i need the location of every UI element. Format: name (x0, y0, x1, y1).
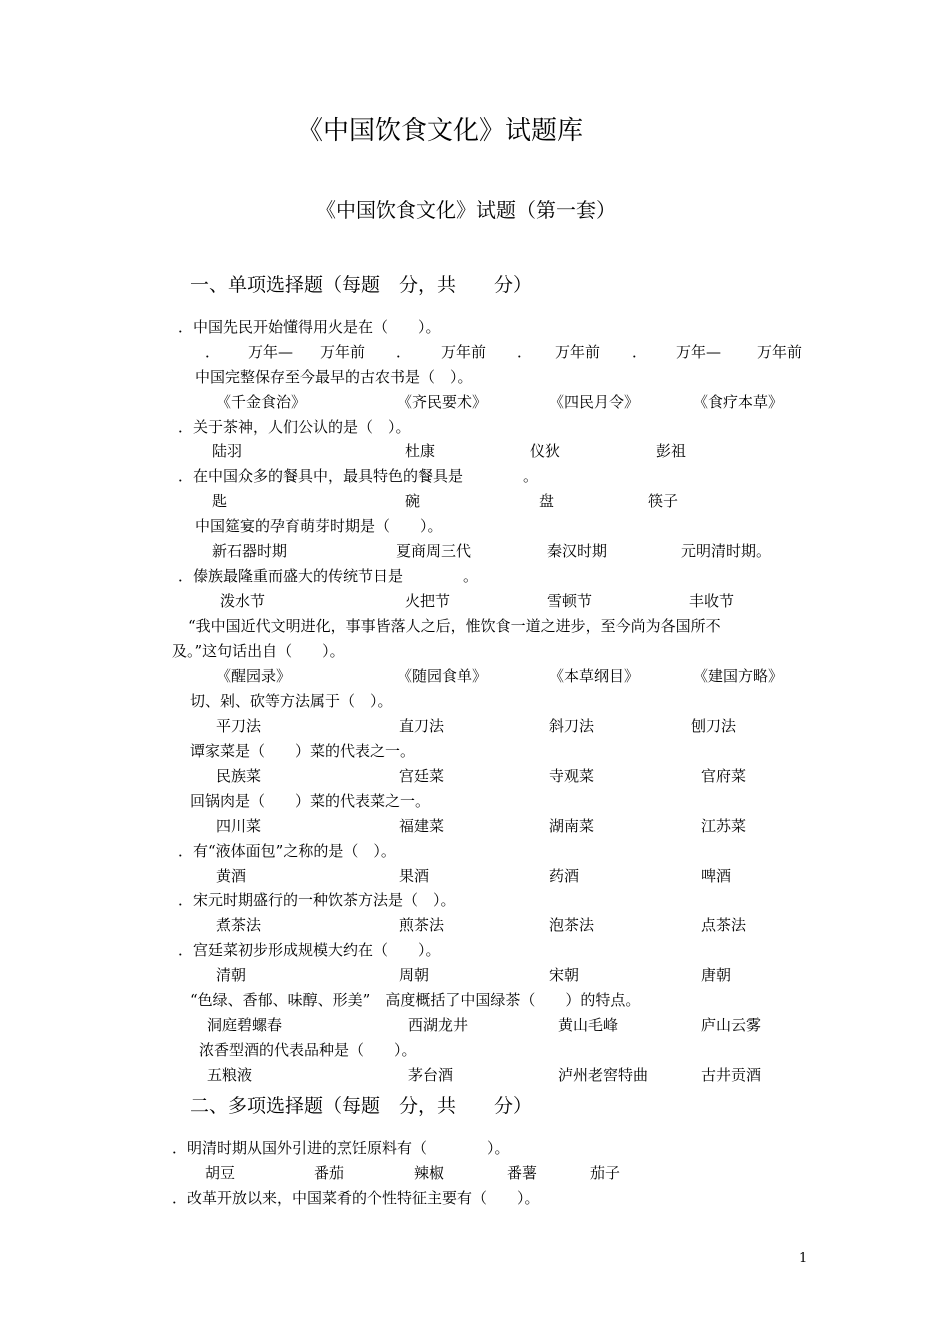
option-text: 彭祖 (656, 442, 687, 460)
question-text: 回锅肉是（ ）菜的代表菜之一。 (190, 792, 431, 810)
option-text: 万年前 (757, 343, 803, 361)
option-text: 古井贡酒 (701, 1066, 762, 1084)
option-text: ． (205, 343, 221, 361)
option-text: 寺观菜 (549, 767, 595, 785)
option-text: 福建菜 (399, 817, 445, 835)
option-text: ． (632, 343, 648, 361)
option-text: 黄山毛峰 (558, 1016, 619, 1034)
option-text: 万年— (676, 343, 722, 361)
question-text: 中国筵宴的孕育萌芽时期是（ ）。 (195, 517, 443, 535)
option-text: 庐山云雾 (701, 1016, 762, 1034)
option-text: 元明清时期。 (681, 542, 772, 560)
option-text: 胡豆 (205, 1164, 236, 1182)
question-text: ．改革开放以来，中国菜肴的个性特征主要有（ ）。 (172, 1189, 540, 1207)
question-text: ．有“液体面包”之称的是（ ）。 (178, 842, 396, 860)
option-text: 丰收节 (689, 592, 735, 610)
page-title: 《中国饮食文化》试题库 (297, 116, 584, 146)
option-text: 辣椒 (414, 1164, 445, 1182)
option-text: 火把节 (405, 592, 451, 610)
option-text: 番薯 (507, 1164, 538, 1182)
option-text: ． (396, 343, 412, 361)
question-text: 谭家菜是（ ）菜的代表之一。 (190, 742, 416, 760)
option-text: 五粮液 (207, 1066, 253, 1084)
option-text: 民族菜 (216, 767, 262, 785)
option-text: 仪狄 (530, 442, 561, 460)
option-text: 宫廷菜 (399, 767, 445, 785)
option-text: 万年— (248, 343, 294, 361)
option-text: 新石器时期 (212, 542, 288, 560)
option-text: 《醒园录》 (216, 667, 292, 685)
option-text: 啤酒 (701, 867, 732, 885)
question-text: “色绿、香郁、味醇、形美” 高度概括了中国绿茶（ ）的特点。 (190, 991, 641, 1009)
option-text: 《四民月令》 (549, 393, 640, 411)
option-text: 碗 (405, 492, 421, 510)
option-text: 平刀法 (216, 717, 262, 735)
option-text: 雪顿节 (547, 592, 593, 610)
option-text: 陆羽 (212, 442, 243, 460)
option-text: 匙 (212, 492, 228, 510)
option-text: 周朝 (399, 966, 430, 984)
option-text: 宋朝 (549, 966, 580, 984)
question-text-continued: 及。”这句话出自（ ）。 (172, 642, 345, 660)
option-text: 杜康 (405, 442, 436, 460)
option-text: 秦汉时期 (547, 542, 608, 560)
page-subtitle: 《中国饮食文化》试题（第一套） (316, 198, 616, 222)
option-text: 万年前 (320, 343, 366, 361)
question-text: ．明清时期从国外引进的烹饪原料有（ ）。 (172, 1139, 510, 1157)
option-text: 唐朝 (701, 966, 732, 984)
question-text: ．宋元时期盛行的一种饮茶方法是（ ）。 (178, 891, 456, 909)
option-text: 《本草纲目》 (549, 667, 640, 685)
option-text: 果酒 (399, 867, 430, 885)
question-text: ．在中国众多的餐具中，最具特色的餐具是 。 (178, 467, 539, 485)
option-text: 泸州老窖特曲 (558, 1066, 649, 1084)
option-text: 斜刀法 (549, 717, 595, 735)
question-text: 切、剁、砍等方法属于（ ）。 (190, 692, 393, 710)
option-text: 官府菜 (701, 767, 747, 785)
option-text: ． (517, 343, 533, 361)
question-text: 浓香型酒的代表品种是（ ）。 (199, 1041, 417, 1059)
option-text: 江苏菜 (701, 817, 747, 835)
option-text: 万年前 (555, 343, 601, 361)
question-text: ．关于茶神，人们公认的是（ ）。 (178, 418, 411, 436)
option-text: 直刀法 (399, 717, 445, 735)
option-text: 药酒 (549, 867, 580, 885)
option-text: 茅台酒 (408, 1066, 454, 1084)
option-text: 煎茶法 (399, 916, 445, 934)
option-text: 泼水节 (220, 592, 266, 610)
option-text: 刨刀法 (691, 717, 737, 735)
option-text: 《随园食单》 (397, 667, 488, 685)
option-text: 西湖龙井 (408, 1016, 469, 1034)
page-number: 1 (799, 1251, 808, 1266)
option-text: 盘 (539, 492, 555, 510)
option-text: 煮茶法 (216, 916, 262, 934)
question-text: ．傣族最隆重而盛大的传统节日是 。 (178, 567, 479, 585)
option-text: 清朝 (216, 966, 247, 984)
section-heading-single-choice: 一、单项选择题（每题 分，共 分） (190, 274, 533, 296)
option-text: 泡茶法 (549, 916, 595, 934)
option-text: 筷子 (648, 492, 679, 510)
option-text: 点茶法 (701, 916, 747, 934)
option-text: 《千金食治》 (216, 393, 307, 411)
option-text: 《齐民要术》 (397, 393, 488, 411)
option-text: 洞庭碧螺春 (207, 1016, 283, 1034)
question-text: ．宫廷菜初步形成规模大约在（ ）。 (178, 941, 441, 959)
option-text: 湖南菜 (549, 817, 595, 835)
question-text: “我中国近代文明进化，事事皆落人之后，惟饮食一道之进步，至今尚为各国所不 (188, 617, 721, 635)
question-text: 中国完整保存至今最早的古农书是（ ）。 (195, 368, 473, 386)
section-heading-multiple-choice: 二、多项选择题（每题 分，共 分） (190, 1095, 533, 1117)
option-text: 黄酒 (216, 867, 247, 885)
option-text: 《食疗本草》 (693, 393, 784, 411)
option-text: 万年前 (441, 343, 487, 361)
option-text: 《建国方略》 (693, 667, 784, 685)
option-text: 茄子 (590, 1164, 621, 1182)
option-text: 夏商周三代 (396, 542, 472, 560)
option-text: 四川菜 (216, 817, 262, 835)
option-text: 番茄 (314, 1164, 345, 1182)
question-text: ．中国先民开始懂得用火是在（ ）。 (178, 318, 441, 336)
